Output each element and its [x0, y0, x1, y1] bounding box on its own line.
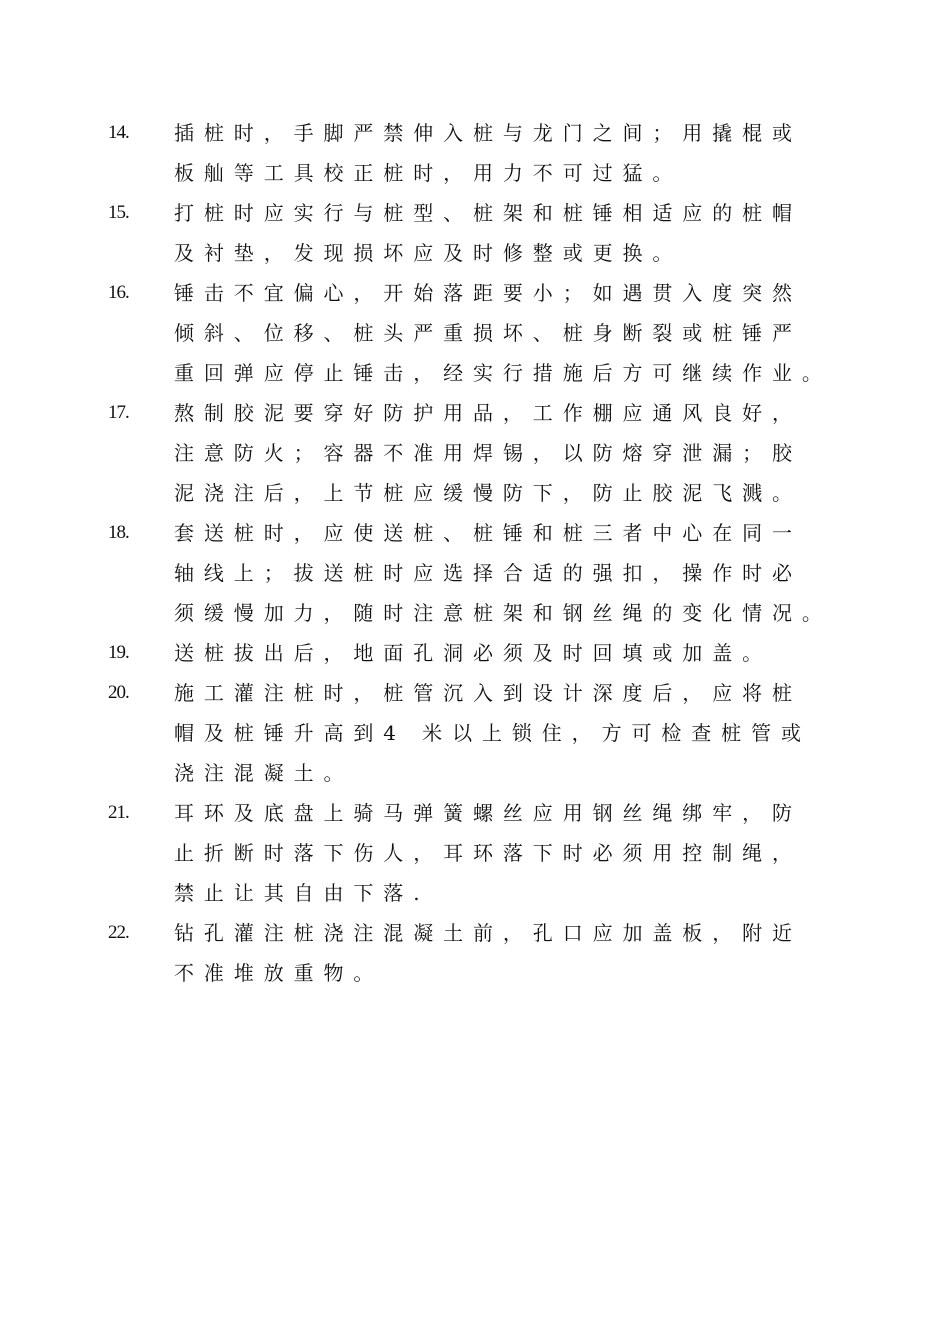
list-item — [108, 393, 908, 513]
item-text-line: 泥浇注后，上节桩应缓慢防下，防止胶泥飞溅。 — [174, 481, 802, 505]
item-text-line: 重回弹应停止锤击，经实行措施后方可继续作业。 — [174, 361, 832, 385]
item-text-line: 熬制胶泥要穿好防护用品，工作棚应通风良好， — [174, 401, 802, 425]
list-item — [108, 633, 908, 673]
item-text-line: 送桩拔出后，地面孔洞必须及时回填或加盖。 — [174, 641, 772, 665]
item-text-line: 须缓慢加力，随时注意桩架和钢丝绳的变化情况。 — [174, 601, 832, 625]
item-text-line: 打桩时应实行与桩型、桩架和桩锤相适应的桩帽 — [174, 201, 802, 225]
item-text-line: 施工灌注桩时，桩管沉入到设计深度后，应将桩 — [174, 681, 802, 705]
item-text-line: 注意防火；容器不准用焊锡，以防熔穿泄漏；胶 — [174, 441, 802, 465]
list-item — [108, 793, 908, 913]
item-text-line: 不准堆放重物。 — [174, 961, 384, 985]
item-text-line: 套送桩时，应使送桩、桩锤和桩三者中心在同一 — [174, 521, 802, 545]
item-number: 20. — [108, 682, 129, 703]
list-item — [108, 673, 908, 793]
item-text-line: 板舢等工具校正桩时，用力不可过猛。 — [174, 161, 683, 185]
item-text-line: 钻孔灌注桩浇注混凝土前，孔口应加盖板，附近 — [174, 921, 802, 945]
item-text-line: 禁止让其自由下落. — [174, 881, 430, 905]
item-text-line: 插桩时，手脚严禁伸入桩与龙门之间；用撬棍或 — [174, 121, 802, 145]
item-text-line: 轴线上；拔送桩时应选择合适的强扣，操作时必 — [174, 561, 802, 585]
item-text-line: 及衬垫，发现损坏应及时修整或更换。 — [174, 241, 683, 265]
item-text-line: 止折断时落下伤人，耳环落下时必须用控制绳， — [174, 841, 802, 865]
item-number: 18. — [108, 522, 129, 543]
safety-rules-list — [108, 113, 908, 993]
list-item — [108, 273, 908, 393]
item-number: 14. — [108, 122, 129, 143]
item-number: 15. — [108, 202, 129, 223]
item-text-line: 锤击不宜偏心，开始落距要小；如遇贯入度突然 — [174, 281, 802, 305]
item-text-line: 倾斜、位移、桩头严重损坏、桩身断裂或桩锤严 — [174, 321, 802, 345]
list-item — [108, 113, 908, 193]
item-number: 19. — [108, 642, 129, 663]
item-number: 16. — [108, 282, 129, 303]
item-number: 21. — [108, 802, 129, 823]
list-item — [108, 513, 908, 633]
item-text-line: 帽及桩锤升高到4 米以上锁住，方可检查桩管或 — [174, 721, 811, 745]
item-number: 22. — [108, 922, 129, 943]
item-text-line: 耳环及底盘上骑马弹簧螺丝应用钢丝绳绑牢，防 — [174, 801, 802, 825]
list-item — [108, 193, 908, 273]
item-number: 17. — [108, 402, 129, 423]
item-text-line: 浇注混凝土。 — [174, 761, 354, 785]
list-item — [108, 913, 908, 993]
